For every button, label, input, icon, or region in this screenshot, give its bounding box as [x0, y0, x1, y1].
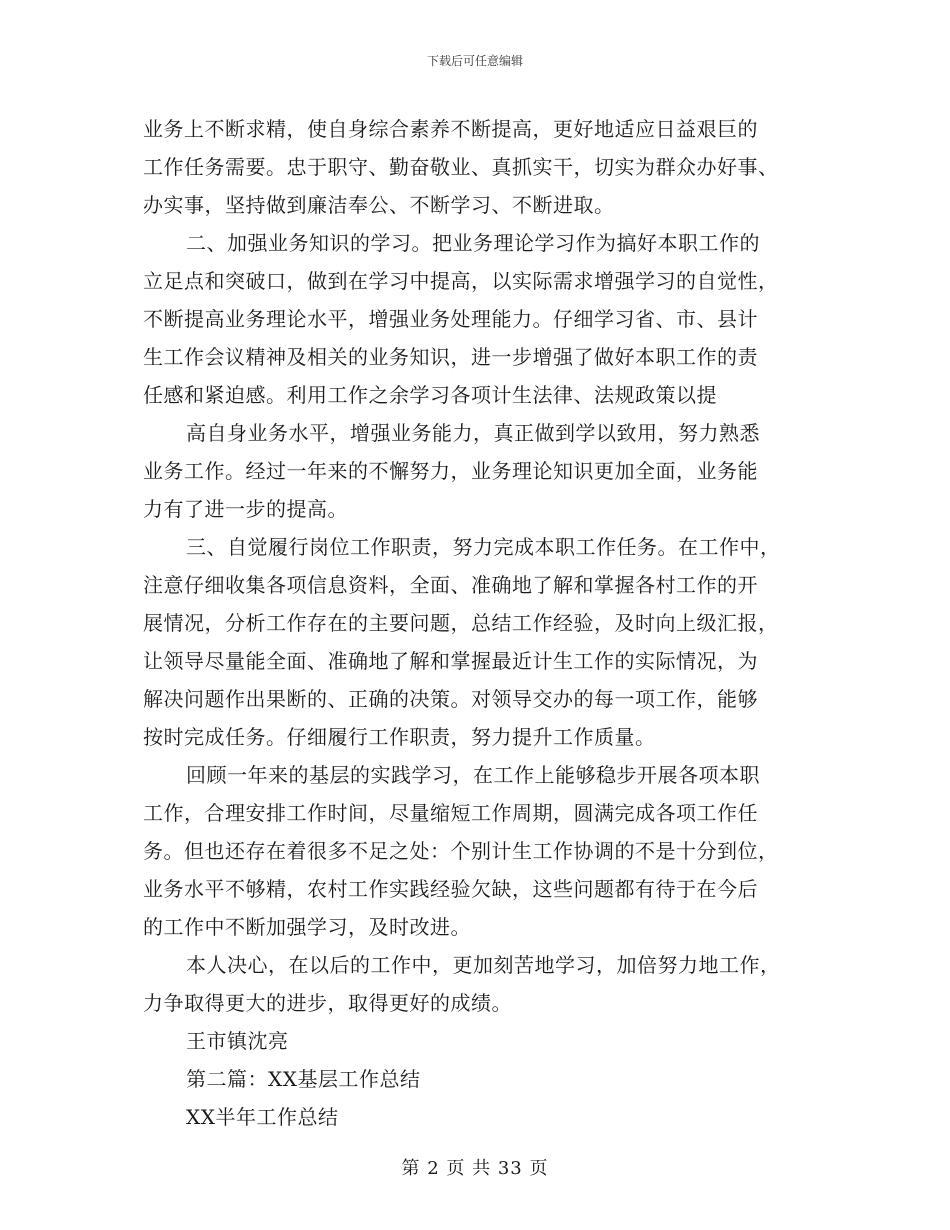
- text-line: 务。但也还存在着很多不足之处：个别计生工作协调的不是十分到位，: [143, 839, 779, 863]
- text-line: 的工作中不断加强学习，及时改进。: [143, 915, 471, 939]
- text-line: 生工作会议精神及相关的业务知识，进一步增强了做好本职工作的责: [143, 345, 758, 369]
- text-line: 业务上不断求精，使自身综合素养不断提高，更好地适应日益艰巨的: [143, 117, 758, 141]
- section-subheading: XX半年工作总结: [186, 1105, 339, 1129]
- paragraph-start: 高自身业务水平，增强业务能力，真正做到学以致用，努力熟悉: [186, 421, 760, 445]
- text-line: 业务工作。经过一年来的不懈努力，业务理论知识更加全面，业务能: [143, 459, 758, 483]
- text-line: 不断提高业务理论水平，增强业务处理能力。仔细学习省、市、县计: [143, 307, 758, 331]
- text-line: 注意仔细收集各项信息资料，全面、准确地了解和掌握各村工作的开: [143, 573, 758, 597]
- page-footer: 第 2 页 共 33 页: [401, 1158, 549, 1179]
- paragraph-start: 本人决心，在以后的工作中，更加刻苦地学习，加倍努力地工作，: [186, 953, 781, 977]
- text-line: 展情况，分析工作存在的主要问题，总结工作经验，及时向上级汇报，: [143, 611, 779, 635]
- text-line: 解决问题作出果断的、正确的决策。对领导交办的每一项工作，能够: [143, 687, 758, 711]
- paragraph-start: 回顾一年来的基层的实践学习，在工作上能够稳步开展各项本职: [186, 763, 760, 787]
- text-line: 办实事，坚持做到廉洁奉公、不断学习、不断进取。: [143, 193, 615, 217]
- text-line: 立足点和突破口，做到在学习中提高，以实际需求增强学习的自觉性，: [143, 269, 779, 293]
- text-line: 工作任务需要。忠于职守、勤奋敬业、真抓实干，切实为群众办好事、: [143, 155, 779, 179]
- paragraph-start: 二、加强业务知识的学习。把业务理论学习作为搞好本职工作的: [186, 231, 760, 255]
- section-heading: 第二篇：XX基层工作总结: [186, 1067, 421, 1091]
- text-line: 力争取得更大的进步，取得更好的成绩。: [143, 991, 512, 1015]
- page-header: 下载后可任意编辑: [426, 54, 523, 68]
- author-signature: 王市镇沈亮: [186, 1029, 289, 1053]
- document-body: [143, 110, 808, 1136]
- text-line: 任感和紧迫感。利用工作之余学习各项计生法律、法规政策以提: [143, 383, 717, 407]
- paragraph-start: 三、自觉履行岗位工作职责，努力完成本职工作任务。在工作中，: [186, 535, 781, 559]
- text-line: 力有了进一步的提高。: [143, 497, 348, 521]
- text-line: 工作，合理安排工作时间，尽量缩短工作周期，圆满完成各项工作任: [143, 801, 758, 825]
- text-line: 让领导尽量能全面、准确地了解和掌握最近计生工作的实际情况，为: [143, 649, 758, 673]
- text-line: 按时完成任务。仔细履行工作职责，努力提升工作质量。: [143, 725, 656, 749]
- text-line: 业务水平不够精，农村工作实践经验欠缺，这些问题都有待于在今后: [143, 877, 758, 901]
